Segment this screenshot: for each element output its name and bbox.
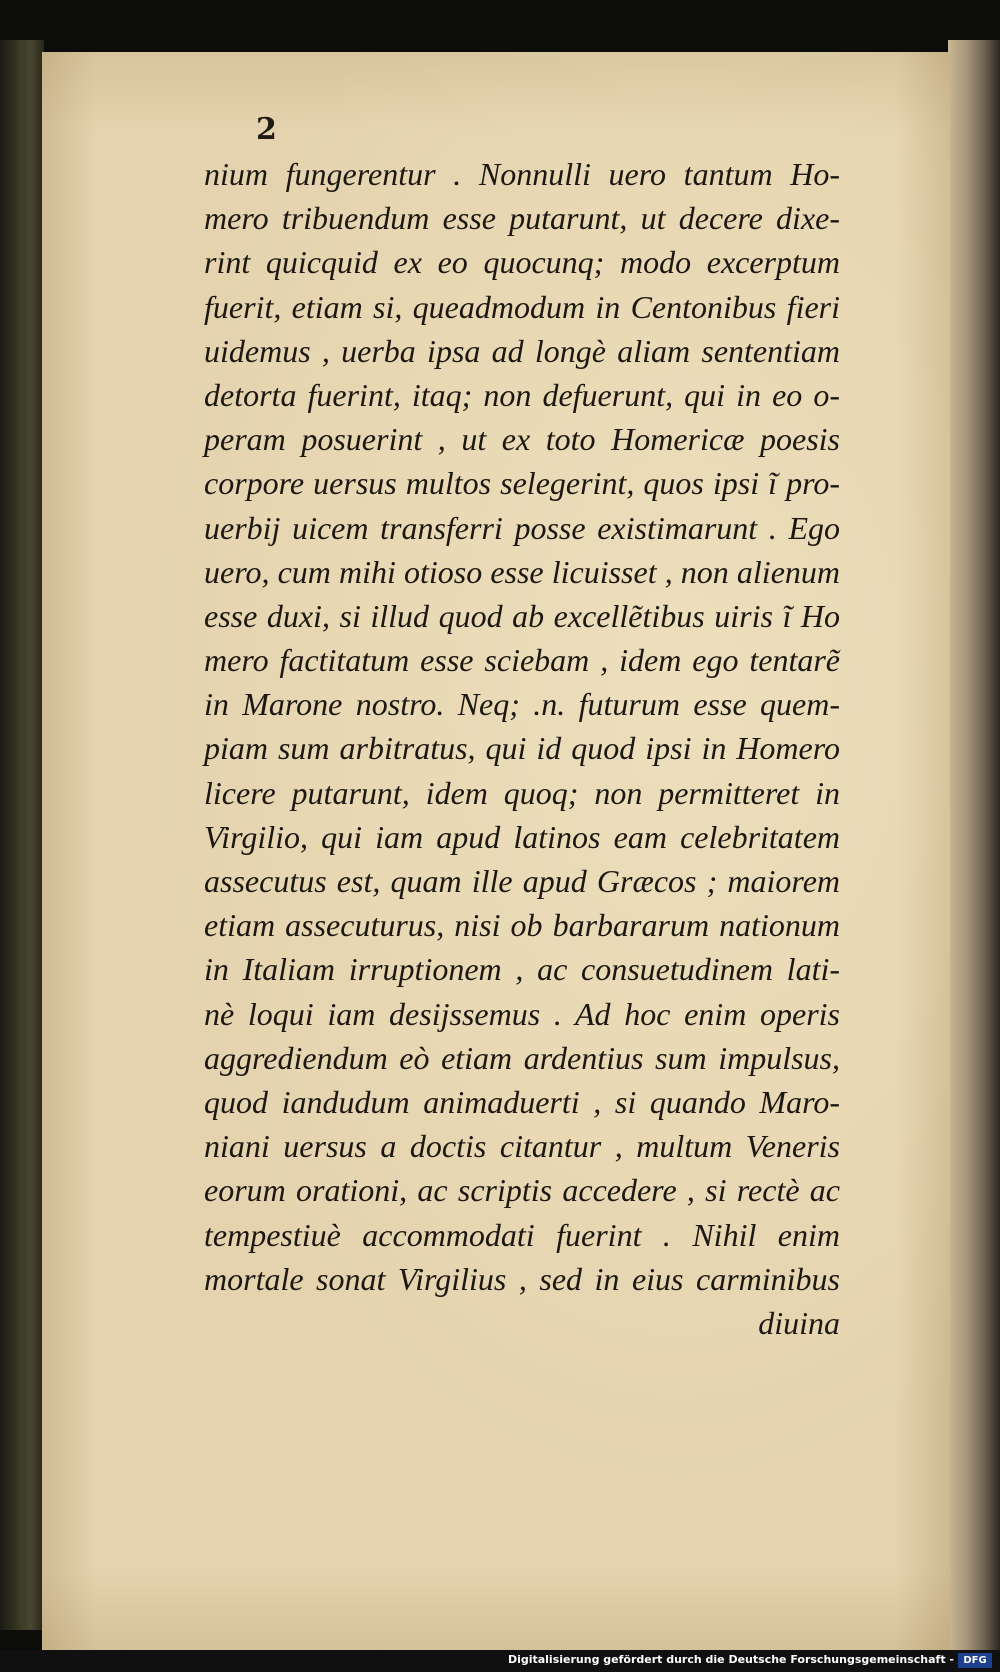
text-line: peram posuerint , ut ex toto Homericæ poesis <box>204 421 840 458</box>
text-line: uerbij uicem transferri posse existimarunt . Ego <box>204 509 840 546</box>
text-line: in Marone nostro. Neq; .n. futurum esse quem- <box>204 686 840 723</box>
footer-bar <box>0 1650 1000 1672</box>
text-line: aggrediendum eò etiam ardentius sum impulsus, <box>204 1039 840 1076</box>
page-edge-right <box>948 40 1000 1650</box>
text-line: uidemus , uerba ipsa ad longè aliam sententiam <box>204 332 840 369</box>
text-line: Virgilio, qui iam apud latinos eam celebritatem <box>204 818 840 855</box>
text-line: tempestiuè accommodati fuerint . Nihil enim <box>204 1216 840 1253</box>
text-line: assecutus est, quam ille apud Græcos ; maiorem <box>204 863 840 899</box>
text-line: mero tribuendum esse putarunt, ut decere dixe- <box>204 200 840 237</box>
text-line: piam sum arbitratus, qui id quod ipsi in Homero <box>204 730 840 767</box>
text-line: mortale sonat Virgilius , sed in eius carminibus <box>204 1260 840 1297</box>
body-text <box>204 152 840 1345</box>
text-line: nium fungerentur . Nonnulli uero tantum Ho- <box>204 156 840 192</box>
text-line: fuerit, etiam si, queadmodum in Centonibus fieri <box>204 288 840 325</box>
text-line: eorum orationi, ac scriptis accedere , si rectè ac <box>204 1172 840 1209</box>
text-line: nè loqui iam desijssemus . Ad hoc enim operis <box>204 995 840 1032</box>
text-line: licere putarunt, idem quoq; non permitteret in <box>204 774 840 811</box>
text-line: in Italiam irruptionem , ac consuetudinem lati- <box>204 951 840 988</box>
catchword: diuina <box>758 1304 840 1341</box>
text-line: rint quicquid ex eo quocunq; modo excerptum <box>204 244 840 281</box>
page-number: 2 <box>256 112 277 147</box>
book-binding-edge <box>0 40 44 1630</box>
text-line: detorta fuerint, itaq; non defuerunt, qui in eo o- <box>204 376 840 413</box>
footer-credit: Digitalisierung gefördert durch die Deutsche Forschungsgemeinschaft - <box>507 1653 954 1666</box>
text-line: etiam assecuturus, nisi ob barbararum nationum <box>204 907 840 944</box>
text-line: quod iandudum animaduerti , si quando Maro- <box>204 1083 840 1120</box>
text-line: uero, cum mihi otioso esse licuisset , non alienum <box>204 553 840 590</box>
dfg-logo: DFG <box>958 1653 992 1668</box>
text-line: mero factitatum esse sciebam , idem ego tentarẽ <box>204 642 840 679</box>
text-line: niani uersus a doctis citantur , multum Veneris <box>204 1128 840 1165</box>
text-line: esse duxi, si illud quod ab excellẽtibus uiris ĩ Ho <box>204 597 840 634</box>
text-line: corpore uersus multos selegerint, quos ipsi ĩ pro- <box>204 465 840 502</box>
